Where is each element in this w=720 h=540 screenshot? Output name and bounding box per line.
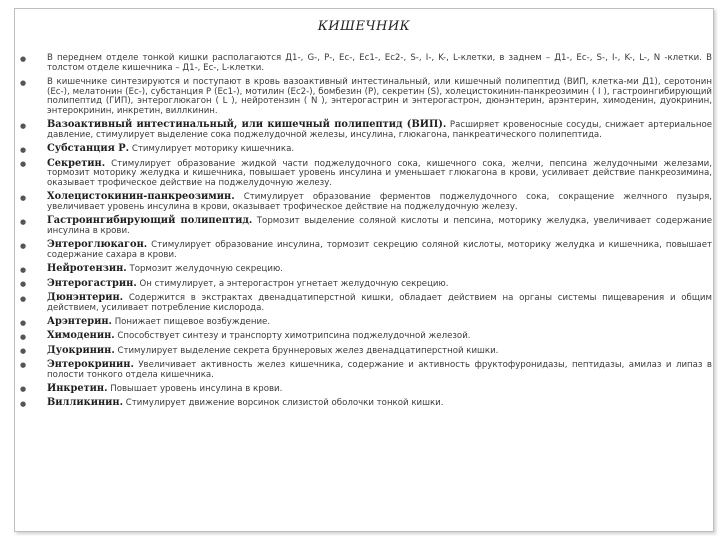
item-term: Энтерогастрин. bbox=[47, 277, 137, 289]
item-term: Энтерокринин. bbox=[47, 358, 134, 370]
bullet-icon: ● bbox=[20, 78, 27, 87]
list-item bbox=[20, 77, 712, 117]
bullet-icon: ● bbox=[20, 217, 27, 226]
item-term: Вилликинин. bbox=[47, 397, 123, 409]
bullet-icon: ● bbox=[20, 54, 27, 63]
page-title: КИШЕЧНИК bbox=[317, 19, 411, 34]
list-item bbox=[20, 360, 712, 380]
bullet-icon: ● bbox=[20, 160, 27, 169]
bullet-icon: ● bbox=[20, 318, 27, 327]
list-item bbox=[20, 293, 712, 313]
list-item bbox=[20, 240, 712, 260]
bullet-icon: ● bbox=[20, 121, 27, 130]
item-term: Субстанция Р. bbox=[47, 143, 130, 155]
item-text: Расширяет кровеносные сосуды, снижает артериальное давление, стимулирует выделение сока поджелудочной железы, инсулина, глюкагона, панкреатического полипептида. bbox=[47, 120, 712, 141]
bullet-icon: ● bbox=[20, 241, 27, 250]
bullet-icon: ● bbox=[20, 265, 27, 274]
item-text: Понижает пищевое возбуждение. bbox=[111, 317, 271, 327]
item-text: Стимулирует образование жидкой части поджелудочного сока, кишечного сока, желчи, пепсина желудочными железами, тормозит моторику желудка и кишечника, повышает уровень инсулина и уменьшает глюкагона в крови, усиливает действие панкреозимина, оказывает трофическое действие на поджелудочную железу. bbox=[47, 158, 712, 189]
item-term: Энтероглюкагон. bbox=[47, 239, 148, 251]
item-text: Тормозит желудочную секрецию. bbox=[126, 264, 283, 275]
item-text: В переднем отделе тонкой кишки располагаются Д1-, G-, P-, Ес-, Ес1-, Ес2-, S-, I-, K-, L-клетки, в заднем – Д1-, Ес-, S-, I-, K-, L-, N -клетки. В толстом отделе кишечника – Д1-, Ес-, L-клетки. bbox=[47, 53, 712, 73]
list-item bbox=[20, 159, 712, 189]
bullet-icon: ● bbox=[20, 347, 27, 356]
list-item bbox=[20, 192, 712, 212]
item-text: Стимулирует образование инсулина, тормозит секрецию соляной кислоты, моторику желудка и кишечника, повышает содержание сахара в крови. bbox=[47, 240, 712, 261]
item-term: Секретин. bbox=[47, 157, 106, 169]
bullet-icon: ● bbox=[20, 280, 27, 289]
bullet-icon: ● bbox=[20, 361, 27, 370]
item-term: Вазоактивный интестинальный, или кишечный полипептид (ВИП). bbox=[47, 119, 447, 131]
item-term: Гастроингибирующий полипептид. bbox=[47, 215, 253, 227]
item-text: Стимулирует движение ворсинок слизистой оболочки тонкой кишки. bbox=[123, 398, 444, 409]
list-item bbox=[20, 398, 712, 409]
item-term: Химоденин. bbox=[47, 330, 115, 342]
bullet-icon: ● bbox=[20, 399, 27, 408]
list-item bbox=[20, 346, 712, 357]
list-item bbox=[20, 331, 712, 342]
item-term: Нейротензин. bbox=[47, 263, 127, 275]
item-text: Он стимулирует, а энтерогастрон угнетает желудочную секрецию. bbox=[136, 278, 449, 289]
slide bbox=[14, 8, 714, 532]
list-item bbox=[20, 120, 712, 140]
list-item bbox=[20, 384, 712, 395]
list-item bbox=[20, 317, 712, 328]
bullet-icon: ● bbox=[20, 294, 27, 303]
item-term: Дуокринин. bbox=[47, 344, 115, 356]
item-text: В кишечнике синтезируются и поступают в кровь вазоактивный интестинальный, или кишечный полипептид (ВИП, клетка-ми Д1), серотонин (Ес-), мелатонин (Ес-), субстанция Р (Ес1-), мотилин (Ес2-), бомбезин (Р), секретин (S), холецистокинин-панкреозимин ( I ), гастроингибирующий полипептид (ГИП), энтероглюкагон ( L ), нейротензин ( N ), энтерогастрин и энтерогастрон, дюнэнтерин, арэнтерин, химоденин, дуокринин, энтерокринин, инкретин, виллкинин. bbox=[47, 77, 712, 117]
bullet-icon: ● bbox=[20, 332, 27, 341]
list-item bbox=[20, 144, 712, 155]
bullet-list bbox=[20, 53, 712, 412]
item-text: Способствует синтезу и транспорту химотрипсина поджелудочной железой. bbox=[114, 331, 471, 342]
item-term: Инкретин. bbox=[47, 382, 108, 394]
item-term: Холецистокинин-панкреозимин. bbox=[47, 191, 235, 203]
list-item bbox=[20, 53, 712, 73]
item-text: Стимулирует выделение секрета бруннеровых желез двенадцатиперстной кишки. bbox=[114, 345, 499, 356]
item-text: Тормозит выделение соляной кислоты и пепсина, моторику желудка, увеличивает содержание инсулина в крови. bbox=[47, 216, 712, 237]
item-term: Дюнэнтерин. bbox=[47, 292, 124, 303]
bullet-icon: ● bbox=[20, 385, 27, 394]
item-term: Арэнтерин. bbox=[47, 316, 112, 327]
list-item bbox=[20, 279, 712, 290]
list-item bbox=[20, 216, 712, 236]
list-item bbox=[20, 264, 712, 275]
item-text: Увеличивает активность желез кишечника, содержание и активность фруктофуронидазы, пептидазы, амилаз и липаз в полости тонкого отдела кишечника. bbox=[47, 359, 712, 380]
item-text: Повышает уровень инсулина в крови. bbox=[107, 383, 283, 394]
item-text: Стимулирует образование ферментов поджелудочного сока, сокращение желчного пузыря, увеличивает уровень инсулина в крови, оказывает трофическое действие на поджелудочную железу. bbox=[47, 192, 712, 213]
item-text: Содержится в экстрактах двенадцатиперстной кишки, обладает действием на органы системы пищеварения и общим действием, усиливает потребление кислорода. bbox=[47, 293, 712, 313]
item-text: Стимулирует моторику кишечника. bbox=[129, 144, 295, 155]
bullet-icon: ● bbox=[20, 193, 27, 202]
bullet-icon: ● bbox=[20, 145, 27, 154]
